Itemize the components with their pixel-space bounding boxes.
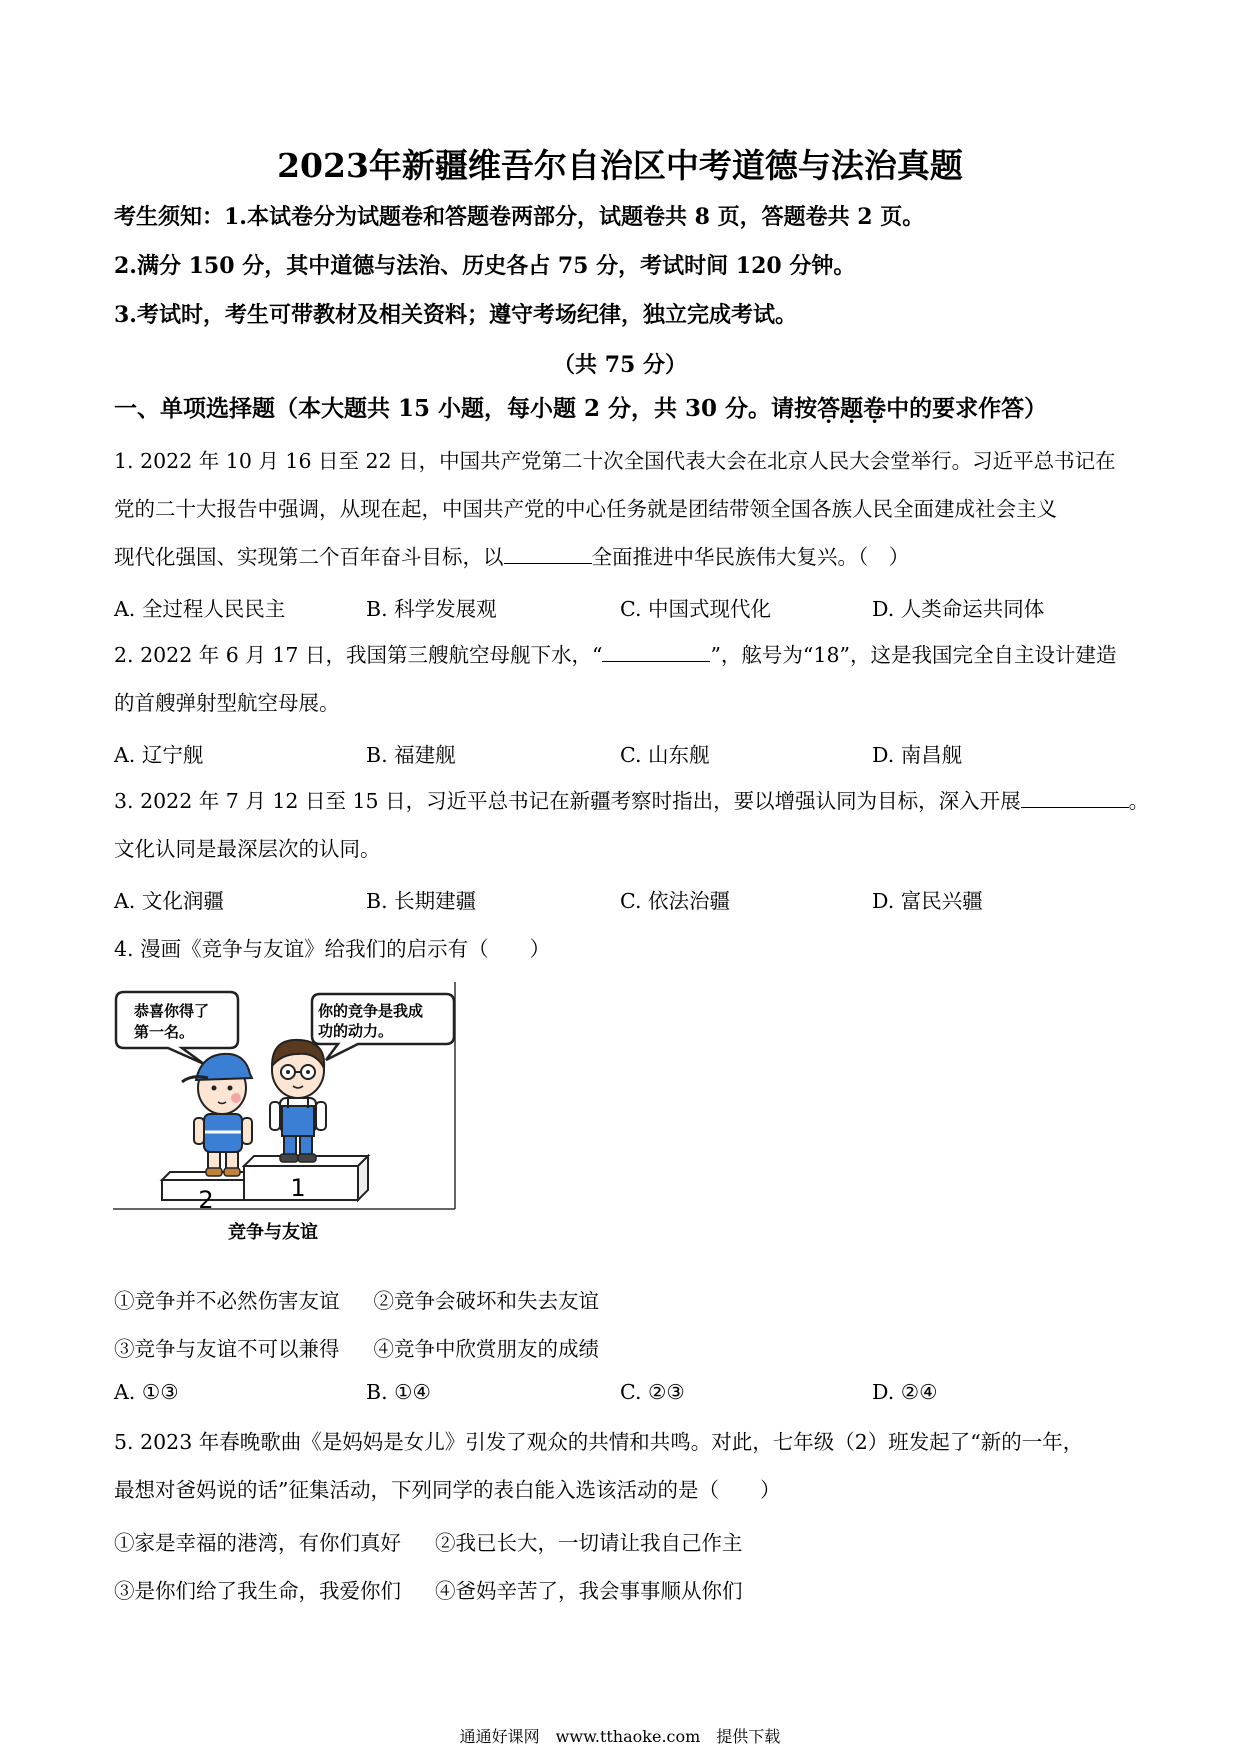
question-1 [114, 437, 1132, 581]
option-b: B. 福建舰 [366, 743, 456, 767]
question-5-items-row-2 [114, 1574, 743, 1604]
question-2 [114, 631, 1132, 727]
statement-1: ①家是幸福的港湾，有你们真好 [114, 1531, 401, 1555]
cartoon-competition-friendship [112, 982, 456, 1214]
option-c: C. 依法治疆 [620, 889, 730, 913]
option-a: A. 全过程人民民主 [114, 597, 286, 621]
option-d: D. ②④ [872, 1380, 938, 1404]
question-1-text-a: 现代化强国、实现第二个百年奋斗目标，以 [114, 545, 504, 569]
question-2-text-a: 2. 2022 年 6 月 17 日，我国第三艘航空母舰下水，“ [114, 643, 603, 667]
statement-3: ③竞争与友谊不可以兼得 [114, 1337, 340, 1361]
notice-line-3: 3.考试时，考生可带教材及相关资料；遵守考场纪律，独立完成考试。 [114, 302, 797, 328]
notice-line-1: 考生须知：1.本试卷分为试题卷和答题卷两部分，试题卷共 8 页，答题卷共 2 页。 [114, 204, 925, 230]
question-1-line-2: 党的二十大报告中强调，从现在起，中国共产党的中心任务就是团结带领全国各族人民全面建成社会主义 [114, 497, 1057, 521]
statement-2: ②竞争会破坏和失去友谊 [373, 1289, 599, 1313]
option-d: D. 人类命运共同体 [872, 597, 1045, 621]
question-4-items-row-2 [114, 1332, 599, 1362]
emphasis-char: 题 [840, 395, 864, 422]
question-2-text-b: ”，舷号为“18”，这是我国完全自主设计建造 [710, 643, 1117, 667]
question-3-line-2: 文化认同是最深层次的认同。 [114, 837, 381, 861]
bubble-right-line-2: 功的动力。 [318, 1022, 394, 1040]
question-4-stem: 4. 漫画《竞争与友谊》给我们的启示有（ ） [114, 937, 551, 961]
question-3-text-a: 3. 2022 年 7 月 12 日至 15 日，习近平总书记在新疆考察时指出，要以增强认同为目标，深入开展 [114, 789, 1021, 813]
answer-blank [504, 541, 592, 564]
boy-with-glasses [270, 1040, 326, 1162]
section-heading-before: 一、单项选择题（本大题共 15 小题，每小题 2 分，共 30 分。请按 [114, 395, 818, 422]
question-5 [114, 1418, 1132, 1514]
question-3-text-b: 。 [1128, 789, 1150, 813]
option-d: D. 南昌舰 [872, 743, 963, 767]
answer-blank [602, 639, 710, 662]
page-title: 2023年新疆维吾尔自治区中考道德与法治真题 [277, 146, 963, 185]
bubble-left-line-2: 第一名。 [134, 1023, 195, 1041]
emphasis-char: 答 [817, 395, 841, 422]
question-1-text-b: 全面推进中华民族伟大复兴。（ ） [591, 545, 910, 569]
option-b: B. 长期建疆 [366, 889, 477, 913]
option-c: C. 山东舰 [620, 743, 710, 767]
emphasis-char: 卷 [863, 395, 887, 422]
section-heading-after: 中的要求作答） [886, 395, 1048, 422]
option-a: A. 文化润疆 [114, 889, 224, 913]
question-5-line-2: 最想对爸妈说的话”征集活动，下列同学的表白能入选该活动的是（ ） [114, 1478, 781, 1502]
cartoon-caption: 竞争与友谊 [228, 1222, 318, 1243]
option-c: C. ②③ [620, 1380, 685, 1404]
statement-2: ②我已长大，一切请让我自己作主 [435, 1531, 743, 1555]
bubble-left-line-1: 恭喜你得了 [134, 1002, 210, 1020]
option-b: B. ①④ [366, 1380, 431, 1404]
question-3 [114, 777, 1150, 873]
option-d: D. 富民兴疆 [872, 889, 983, 913]
question-4-items-row-1 [114, 1284, 599, 1314]
option-a: A. 辽宁舰 [114, 743, 204, 767]
boy-with-cap [182, 1054, 252, 1176]
question-1-line-3 [114, 533, 1132, 581]
question-3-line-1 [114, 777, 1150, 825]
statement-1: ①竞争并不必然伤害友谊 [114, 1289, 340, 1313]
option-a: A. ①③ [114, 1380, 179, 1404]
answer-blank [1021, 785, 1129, 808]
notice-line-2: 2.满分 150 分，其中道德与法治、历史各占 75 分，考试时间 120 分钟。 [114, 253, 856, 279]
question-5-items-row-1 [114, 1526, 743, 1556]
question-3-options [114, 884, 1132, 932]
option-b: B. 科学发展观 [366, 597, 497, 621]
option-c: C. 中国式现代化 [620, 597, 771, 621]
total-score: （共 75 分） [553, 352, 687, 378]
question-2-line-2: 的首艘弹射型航空母展。 [114, 691, 340, 715]
podium-label-2: 2 [198, 1186, 214, 1214]
statement-4: ④竞争中欣赏朋友的成绩 [373, 1337, 599, 1361]
question-2-line-1 [114, 631, 1132, 679]
podium-label-1: 1 [290, 1174, 306, 1202]
page-footer: 通通好课网 www.tthaoke.com 提供下载 [459, 1727, 781, 1746]
question-5-line-1: 5. 2023 年春晚歌曲《是妈妈是女儿》引发了观众的共情和共鸣。对此，七年级（2）班发起了“新的一年， [114, 1430, 1084, 1454]
statement-3: ③是你们给了我生命，我爱你们 [114, 1579, 401, 1603]
question-1-line-1: 1. 2022 年 10 月 16 日至 22 日，中国共产党第二十次全国代表大会在北京人民大会堂举行。习近平总书记在 [114, 449, 1116, 473]
bubble-right-line-1: 你的竞争是我成 [318, 1002, 424, 1020]
statement-4: ④爸妈辛苦了，我会事事顺从你们 [435, 1579, 743, 1603]
section-heading-1 [114, 390, 1047, 423]
